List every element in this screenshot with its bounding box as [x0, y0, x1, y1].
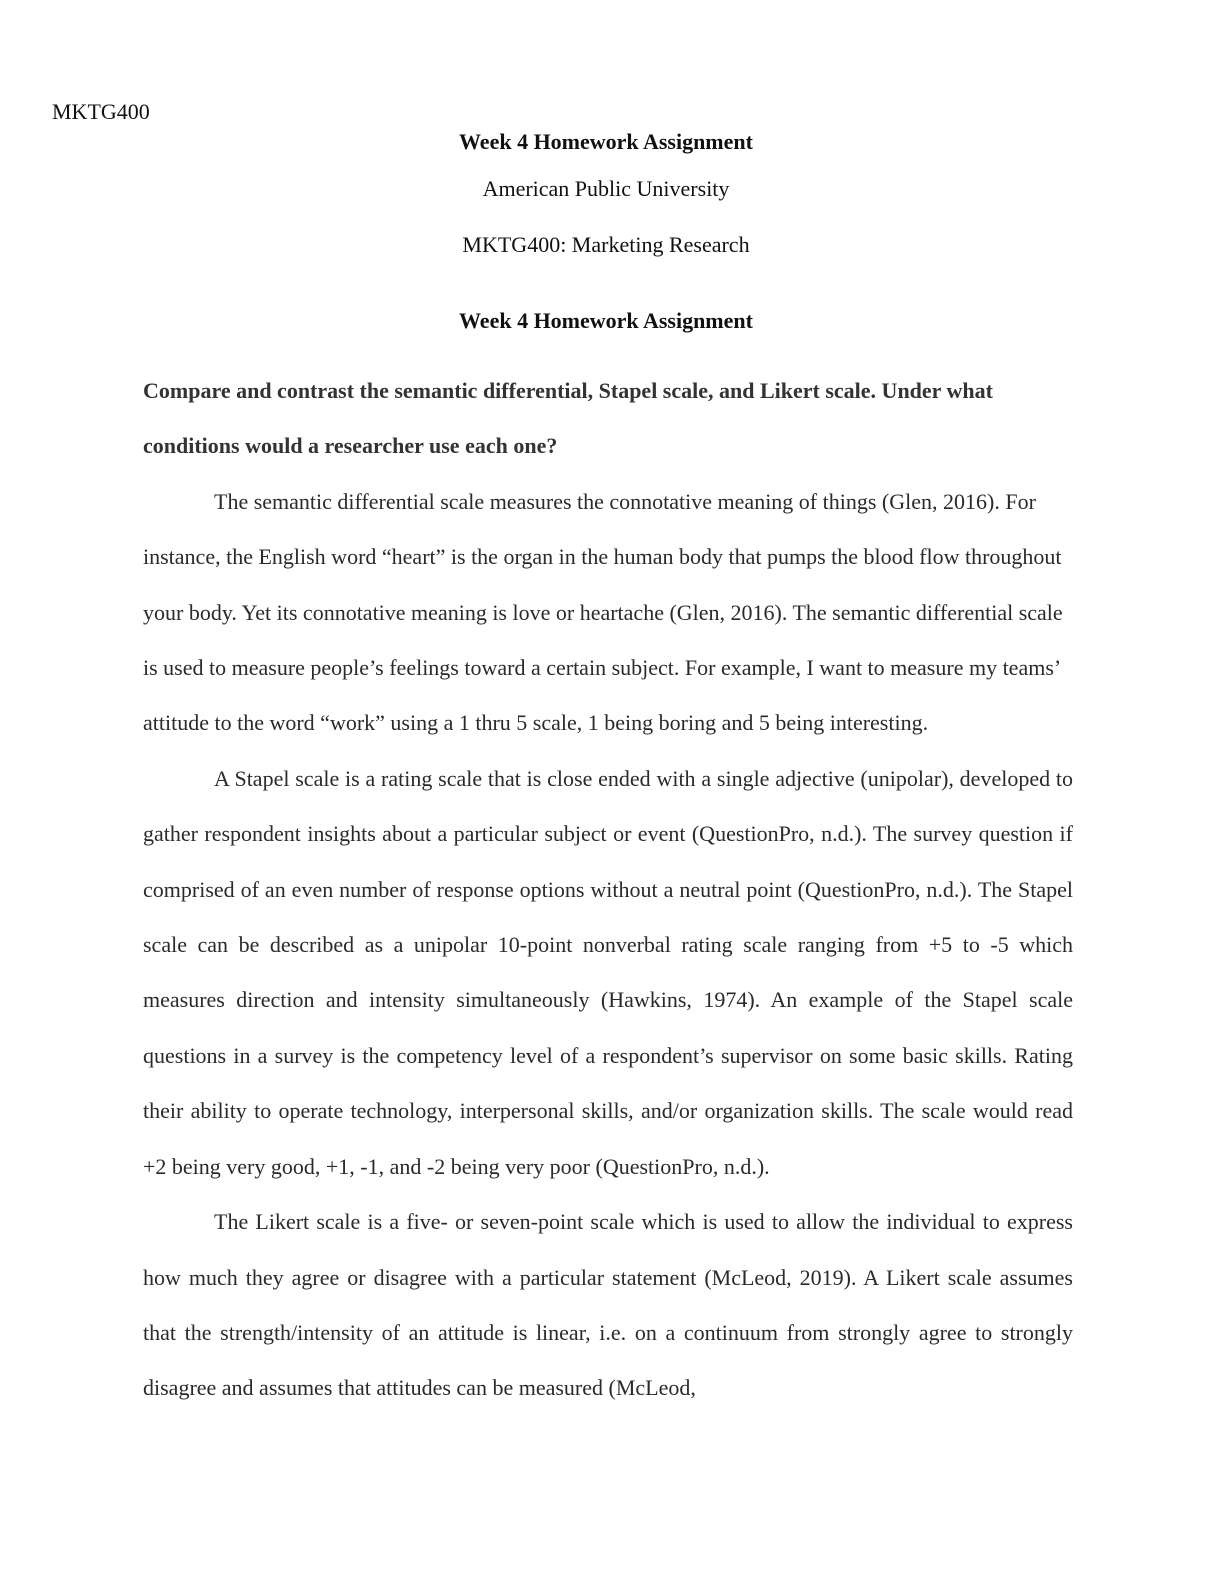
paragraph-likert-scale: The Likert scale is a five- or seven-point scale which is used to allow the individual to express how much they agree or disagree with a particular statement (McLeod, 2019). A Likert scale assumes that the strength/intensity of an attitude is linear, i.e. on a continuum from strongly agree to strongly disagree and assumes that attitudes can be measured (McLeod,	[143, 1209, 1073, 1401]
section-title: Week 4 Homework Assignment	[459, 308, 753, 333]
document-body	[143, 363, 1073, 1416]
document-title: Week 4 Homework Assignment	[459, 129, 753, 154]
paragraph-semantic-differential: The semantic differential scale measures the connotative meaning of things (Glen, 2016). For instance, the English word “heart” is the organ in the human body that pumps the blood flow throughout your body. Yet its connotative meaning is love or heartache (Glen, 2016). The semantic differential scale is used to measure people’s feelings toward a certain subject. For example, I want to measure my teams’ attitude to the word “work” using a 1 thru 5 scale, 1 being boring and 5 being interesting.	[143, 488, 1063, 736]
running-header: MKTG400	[52, 99, 150, 124]
assignment-question: Compare and contrast the semantic differential, Stapel scale, and Likert scale. Under what conditions would a researcher use each one?	[143, 378, 993, 459]
course-name: MKTG400: Marketing Research	[462, 232, 750, 257]
university-name: American Public University	[482, 176, 730, 201]
paragraph-stapel-scale: A Stapel scale is a rating scale that is close ended with a single adjective (unipolar), developed to gather respondent insights about a particular subject or event (QuestionPro, n.d.). The survey question if comprised of an even number of response options without a neutral point (QuestionPro, n.d.). The Stapel scale can be described as a unipolar 10-point nonverbal rating scale ranging from +5 to -5 which measures direction and intensity simultaneously (Hawkins, 1974). An example of the Stapel scale questions in a survey is the competency level of a respondent’s supervisor on some basic skills. Rating their ability to operate technology, interpersonal skills, and/or organization skills. The scale would read +2 being very good, +1, -1, and -2 being very poor (QuestionPro, n.d.).	[143, 765, 1073, 1179]
